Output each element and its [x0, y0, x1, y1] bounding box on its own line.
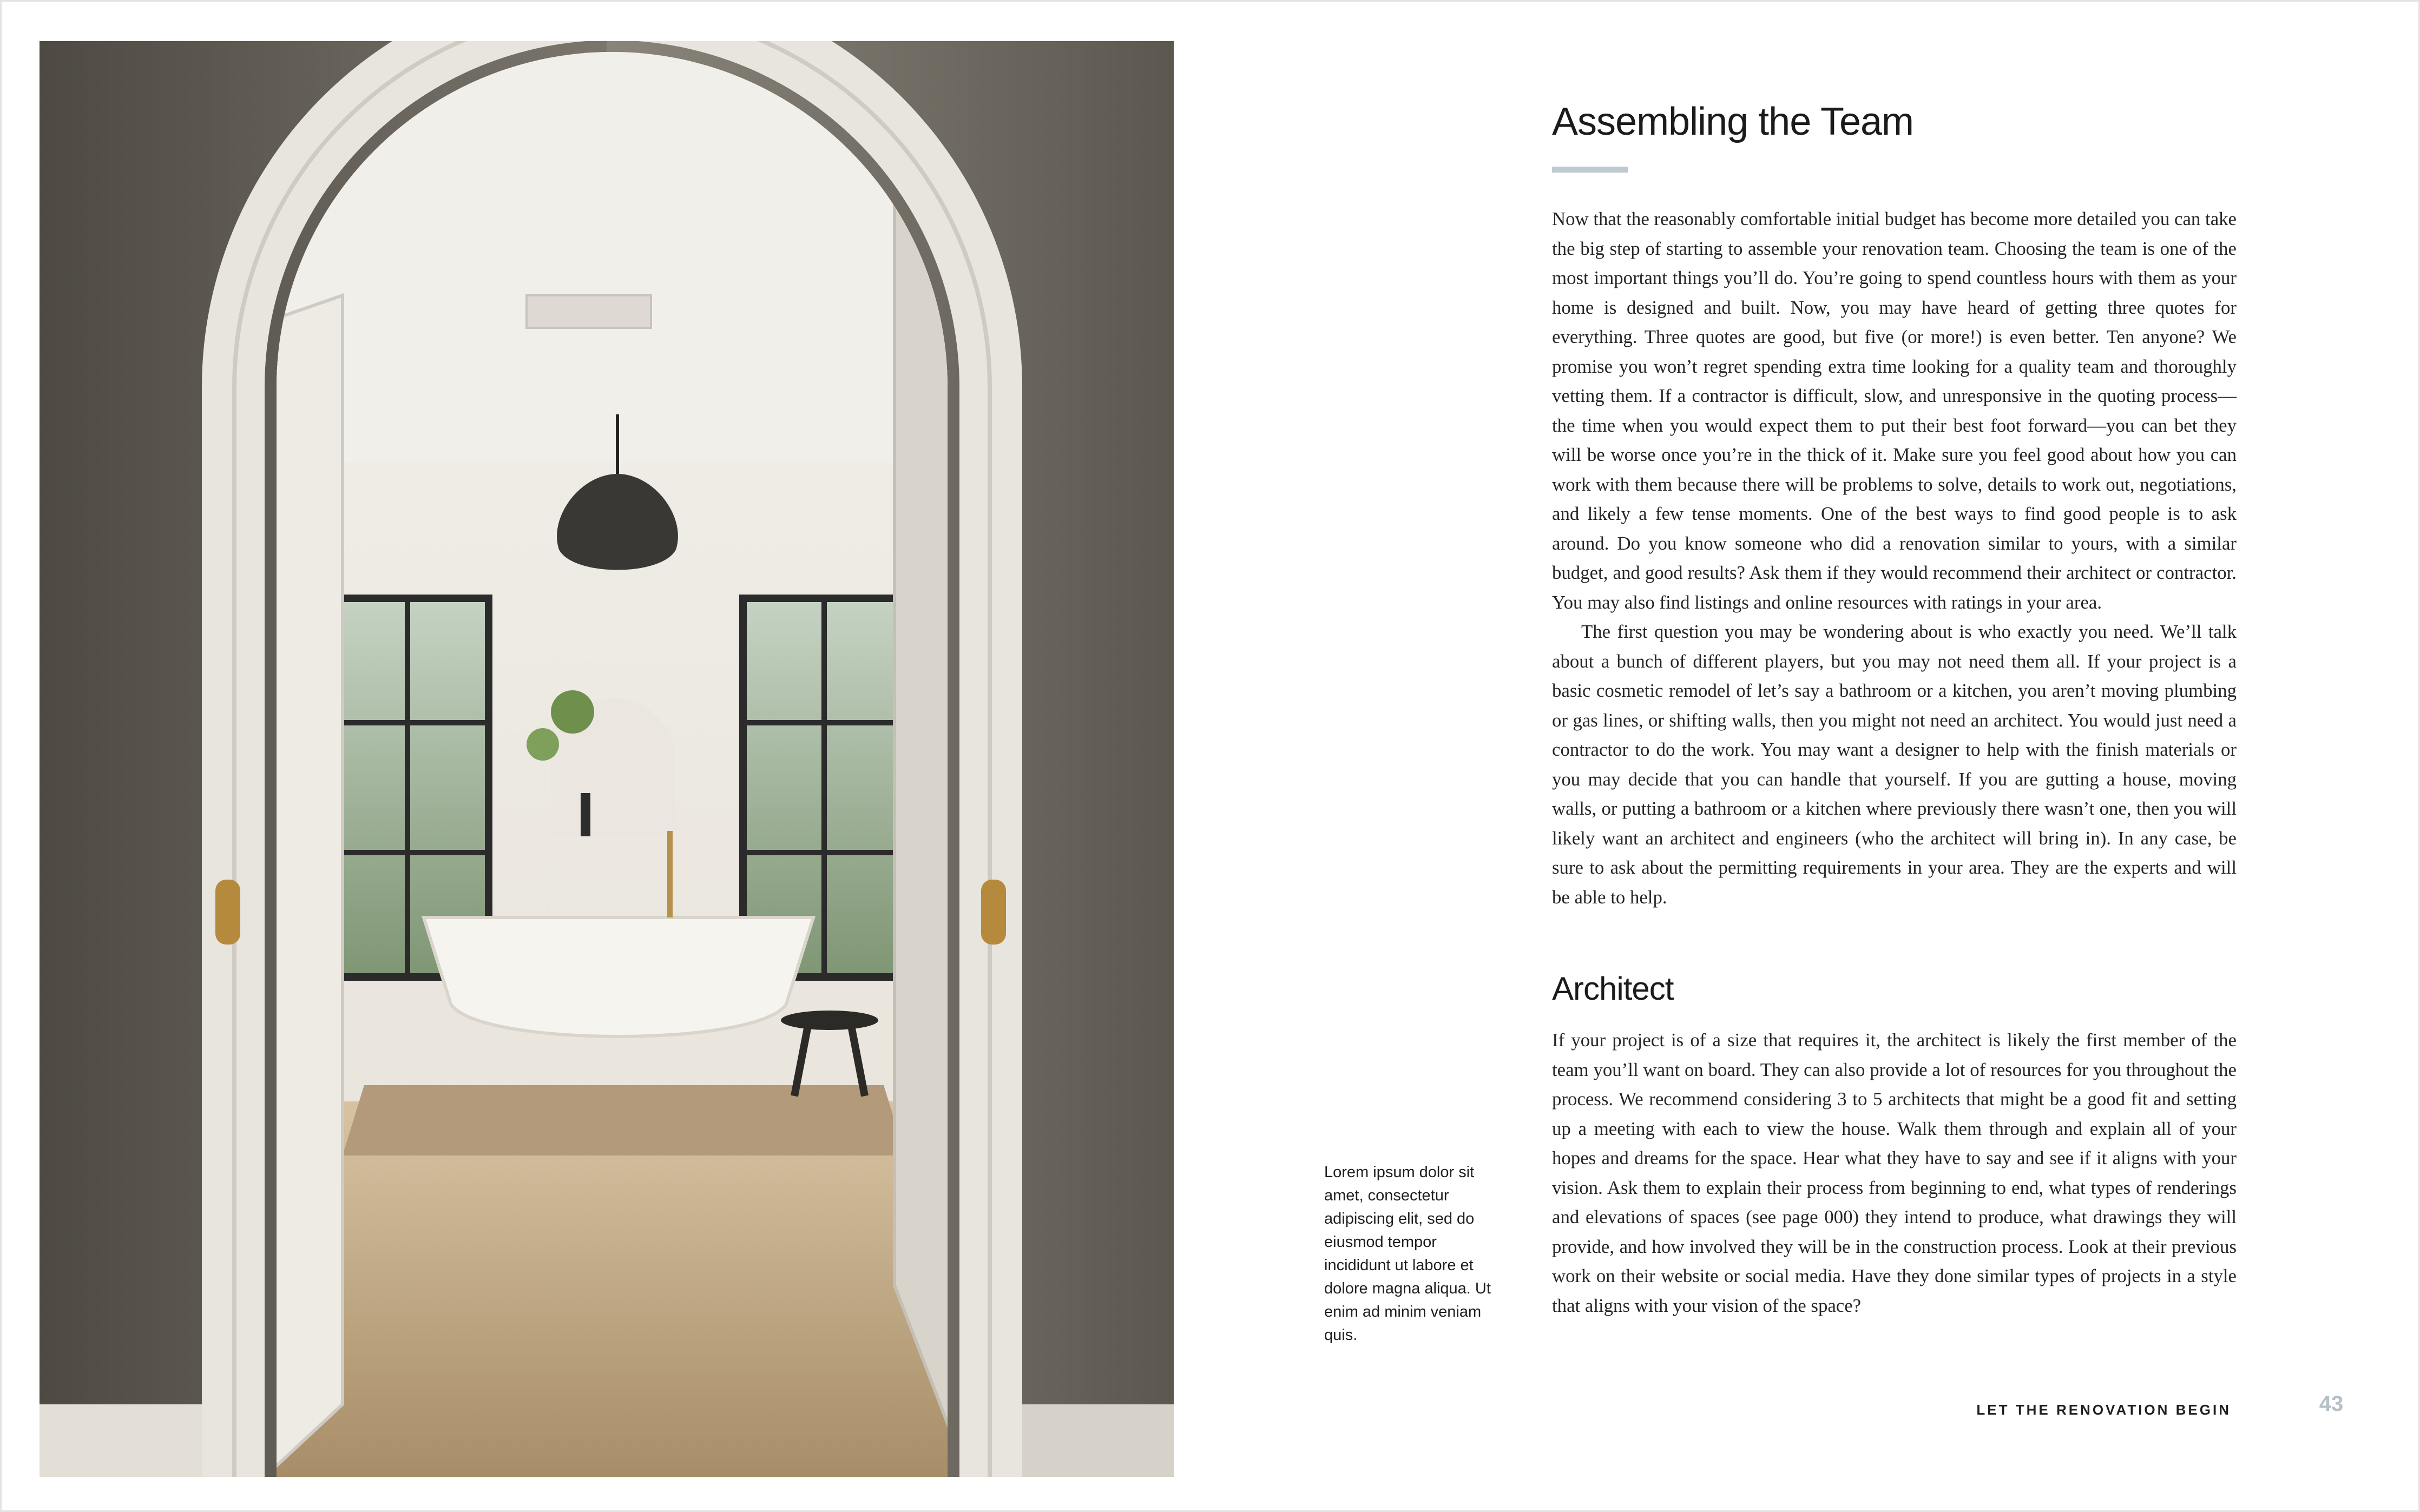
paragraph-architect: If your project is of a size that requires it, the architect is likely the first member of the team you’ll want on board. They can also provide a lot of resources for you throughout the process. We recommend considering 3 to 5 architects that might be a good fit and setting up a meeting with each to view the house. Walk them through and explain all of your hopes and dreams for the space. Hear what they have to say and see if it aligns with your vision. Ask them to explain their process from beginning to end, what types of renderings and elevations of spaces (see page 000) they intend to produce, what drawings they will provide, and how involved they will be in the construction process. Look at their previous work on their website or social media. Have they done similar types of projects in a style that aligns with your vision of the space? — [1552, 1029, 2237, 1316]
section-heading-architect: Architect — [1552, 970, 1674, 1007]
photo-caption: Lorem ipsum dolor sit amet, consectetur adipiscing elit, sed do eiusmod tempor incididunt ut labore et dolore magna aliqua. Ut enim ad minim veniam quis. — [1324, 1164, 1491, 1344]
intro-body — [1552, 204, 2237, 912]
page-title: Assembling the Team — [1552, 100, 1914, 143]
arched-doorway-bathroom-photo — [40, 41, 1174, 1477]
running-head: LET THE RENOVATION BEGIN — [1976, 1402, 2231, 1418]
paragraph-intro: Now that the reasonably comfortable initial budget has become more detailed you can take the big step of starting to assemble your renovation team. Choosing the team is one of the most important things you’ll do. You’re going to spend countless hours with them as your home is designed and built. Now, you may have heard of getting three quotes for everything. Three quotes are good, but five (or more!) is even better. Ten anyone? We promise you won’t regret spending extra time looking for a quality team and thoroughly vetting them. If a contractor is difficult, slow, and unresponsive in the quoting process—the time when you would expect them to put their best foot forward—you can bet they will be worse once you’re in the thick of it. Make sure you feel good about how you can work with them because there will be problems to solve, details to work out, negotiations, and likely a few tense moments. One of the best ways to find good people is to ask around. Do you know someone who did a renovation similar to yours, with a similar budget, and good results? Ask them if they would recommend their architect or contractor. You may also find listings and online resources with ratings in your area. — [1552, 208, 2237, 613]
page-number: 43 — [2319, 1392, 2344, 1416]
heading-rule — [1552, 167, 1628, 173]
photo-illustration — [40, 41, 1174, 1477]
paragraph-who-you-need: The first question you may be wondering about is who exactly you need. We’ll talk about a bunch of different players, but you may not need them all. If your project is a basic cosmetic remodel of let’s say a bathroom or a kitchen, you aren’t moving plumbing or gas lines, or shifting walls, then you might not need an architect. You would just need a contractor to do the work. You may want a designer to help with the finish materials or you may decide that you can handle that yourself. If you are gutting a house, moving walls, or putting a bathroom or a kitchen where previously there wasn’t one, then you will likely want an architect and engineers (who the architect will bring in). In any case, be sure to ask about the permitting requirements in your area. They are the experts and will be able to help. — [1552, 621, 2237, 908]
architect-body — [1552, 1026, 2237, 1320]
